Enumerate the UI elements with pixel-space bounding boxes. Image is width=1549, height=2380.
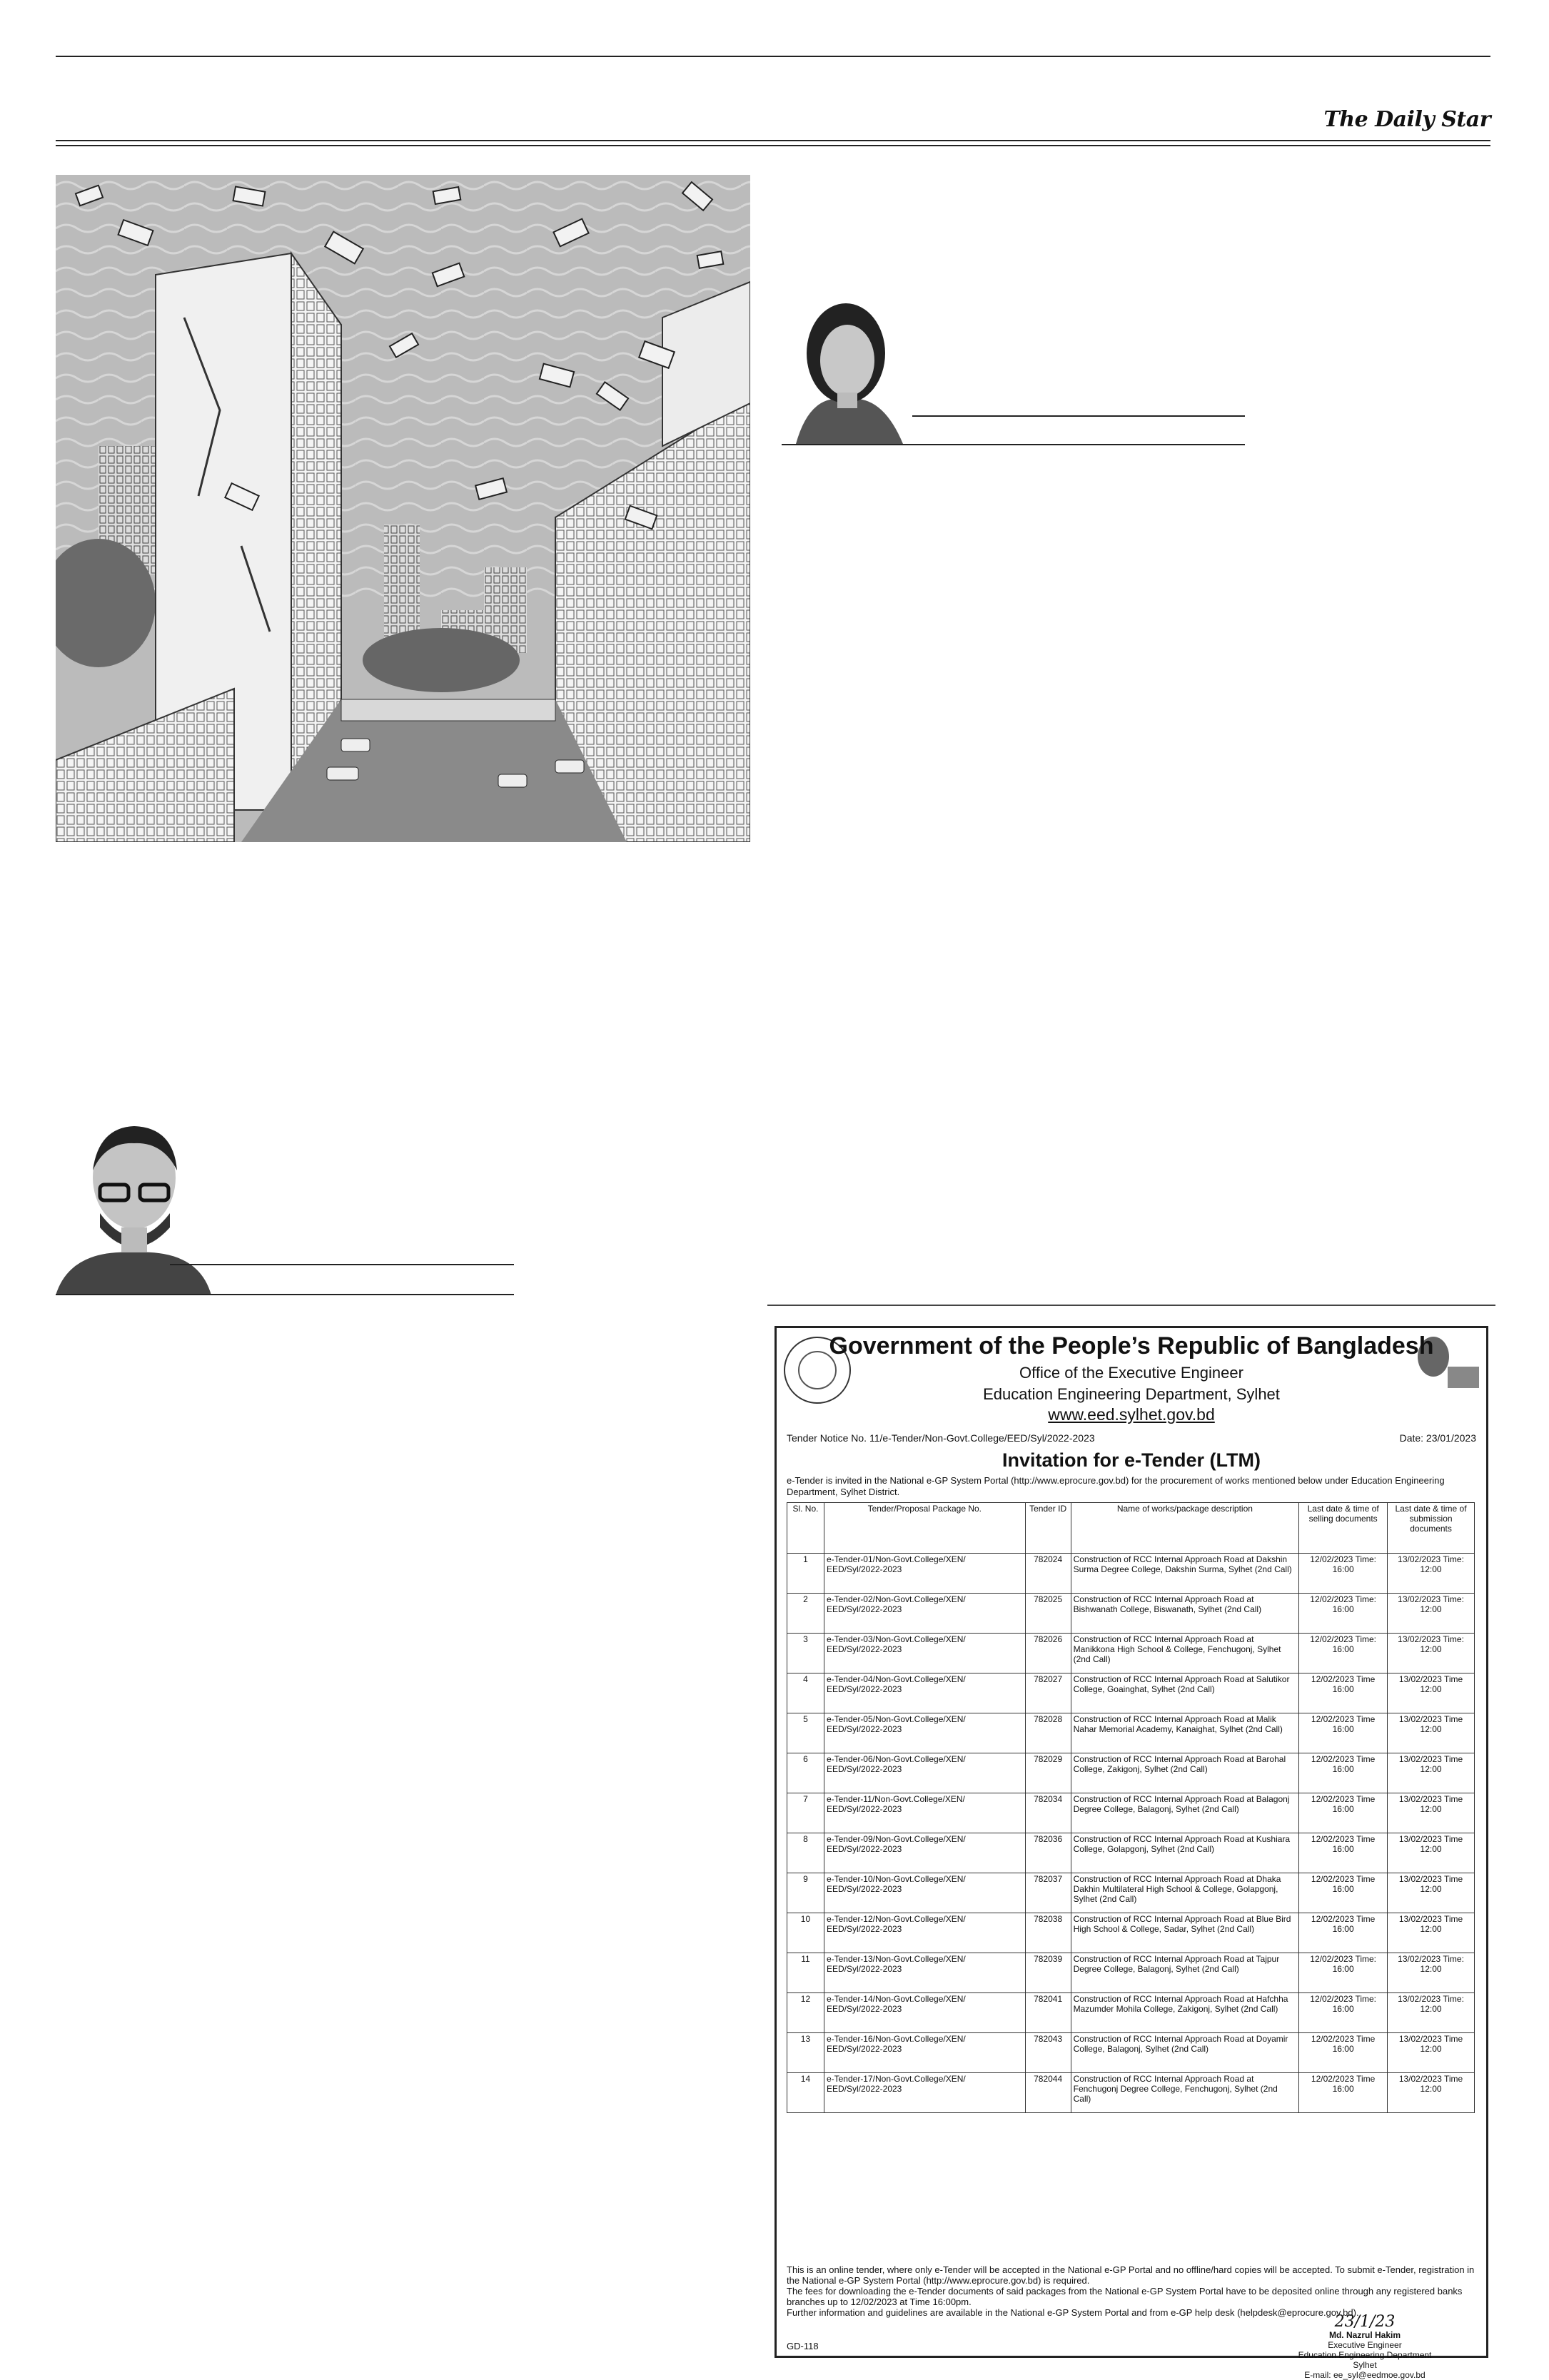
package-number: e-Tender-05/Non-Govt.College/XEN/ EED/Syl/2022-2023 [824, 1713, 1025, 1753]
serial-number: 6 [787, 1753, 824, 1793]
department-name: Education Engineering Department, Sylhet [983, 1385, 1280, 1403]
tender-id: 782036 [1025, 1833, 1071, 1873]
tender-heading: Invitation for e-Tender (LTM) [1002, 1449, 1261, 1471]
serial-number: 12 [787, 1993, 824, 2033]
selling-deadline: 12/02/2023 Time 16:00 [1299, 2033, 1388, 2073]
submission-deadline: 13/02/2023 Time: 12:00 [1388, 1594, 1475, 1634]
footer-line-3: Further information and guidelines are available in the National e-GP System Portal and from e-GP help desk (helpdesk@eprocure.gov.bd). [787, 2307, 1359, 2318]
work-description: Construction of RCC Internal Approach Road at Tajpur Degree College, Balagonj, Sylhet (2nd Call) [1071, 1953, 1299, 1993]
author-photo-1 [782, 285, 910, 444]
tender-advertisement [767, 1305, 1495, 2380]
tender-table [787, 1502, 1475, 2113]
selling-deadline: 12/02/2023 Time: 16:00 [1299, 1554, 1388, 1594]
serial-number: 1 [787, 1554, 824, 1594]
table-row [787, 1993, 1475, 2033]
serial-number: 8 [787, 1833, 824, 1873]
header-rule-2 [56, 145, 1490, 146]
table-row [787, 1554, 1475, 1594]
work-description: Construction of RCC Internal Approach Road at Barohal College, Zakigonj, Sylhet (2nd Call) [1071, 1753, 1299, 1793]
government-title: Government of the People’s Republic of Bangladesh [829, 1332, 1434, 1359]
serial-number: 11 [787, 1953, 824, 1993]
package-number: e-Tender-10/Non-Govt.College/XEN/ EED/Syl/2022-2023 [824, 1873, 1025, 1913]
tender-id: 782027 [1025, 1673, 1071, 1713]
selling-deadline: 12/02/2023 Time 16:00 [1299, 1673, 1388, 1713]
table-row [787, 1594, 1475, 1634]
package-number: e-Tender-09/Non-Govt.College/XEN/ EED/Syl/2022-2023 [824, 1833, 1025, 1873]
selling-deadline: 12/02/2023 Time 16:00 [1299, 1793, 1388, 1833]
author-photo-2 [56, 1113, 211, 1295]
city-money-illustration [56, 175, 750, 842]
submission-deadline: 13/02/2023 Time: 12:00 [1388, 1554, 1475, 1594]
notice-number: Tender Notice No. 11/e-Tender/Non-Govt.College/EED/Syl/2022-2023 [787, 1432, 1095, 1444]
selling-deadline: 12/02/2023 Time 16:00 [1299, 1913, 1388, 1953]
selling-deadline: 12/02/2023 Time: 16:00 [1299, 1594, 1388, 1634]
tender-id: 782029 [1025, 1753, 1071, 1793]
footer-line-1: This is an online tender, where only e-Tender will be accepted in the National e-GP Portal and no offline/hard copies will be accepted. To submit e-Tender, registration in the National e-GP System Portal (http://www.eprocure.gov.bd) is required. [787, 2264, 1475, 2286]
work-description: Construction of RCC Internal Approach Road at Doyamir College, Balagonj, Sylhet (2nd Call) [1071, 2033, 1299, 2073]
submission-deadline: 13/02/2023 Time: 12:00 [1388, 1953, 1475, 1993]
submission-deadline: 13/02/2023 Time 12:00 [1388, 1913, 1475, 1953]
tender-id: 782044 [1025, 2073, 1071, 2113]
serial-number: 9 [787, 1873, 824, 1913]
table-row [787, 2033, 1475, 2073]
submission-deadline: 13/02/2023 Time 12:00 [1388, 2033, 1475, 2073]
signer-email: E-mail: ee_syl@eedmoe.gov.bd [1304, 2370, 1426, 2380]
signature-mark: 23/1/23 [1334, 2313, 1396, 2331]
selling-deadline: 12/02/2023 Time: 16:00 [1299, 1993, 1388, 2033]
package-number: e-Tender-06/Non-Govt.College/XEN/ EED/Syl/2022-2023 [824, 1753, 1025, 1793]
package-number: e-Tender-17/Non-Govt.College/XEN/ EED/Syl/2022-2023 [824, 2073, 1025, 2113]
serial-number: 10 [787, 1913, 824, 1953]
serial-number: 5 [787, 1713, 824, 1753]
submission-deadline: 13/02/2023 Time: 12:00 [1388, 1993, 1475, 2033]
package-number: e-Tender-14/Non-Govt.College/XEN/ EED/Syl/2022-2023 [824, 1993, 1025, 2033]
table-row [787, 1873, 1475, 1913]
column-header: Tender/Proposal Package No. [824, 1503, 1025, 1554]
tender-id: 782038 [1025, 1913, 1071, 1953]
work-description: Construction of RCC Internal Approach Road at Balagonj Degree College, Balagonj, Sylhet (2nd Call) [1071, 1793, 1299, 1833]
table-row [787, 1634, 1475, 1673]
submission-deadline: 13/02/2023 Time 12:00 [1388, 1873, 1475, 1913]
package-number: e-Tender-03/Non-Govt.College/XEN/ EED/Syl/2022-2023 [824, 1634, 1025, 1673]
tender-id: 782028 [1025, 1713, 1071, 1753]
submission-deadline: 13/02/2023 Time 12:00 [1388, 1673, 1475, 1713]
column-header: Last date & time of selling documents [1299, 1503, 1388, 1554]
work-description: Construction of RCC Internal Approach Road at Manikkona High School & College, Fenchugonj, Sylhet (2nd Call) [1071, 1634, 1299, 1673]
author-2-rule-bottom [56, 1294, 514, 1295]
masthead-logo: The Daily Star [1323, 107, 1490, 132]
table-row [787, 1953, 1475, 1993]
package-number: e-Tender-01/Non-Govt.College/XEN/ EED/Syl/2022-2023 [824, 1554, 1025, 1594]
submission-deadline: 13/02/2023 Time 12:00 [1388, 1833, 1475, 1873]
submission-deadline: 13/02/2023 Time: 12:00 [1388, 1634, 1475, 1673]
work-description: Construction of RCC Internal Approach Road at Bishwanath College, Biswanath, Sylhet (2nd Call) [1071, 1594, 1299, 1634]
submission-deadline: 13/02/2023 Time 12:00 [1388, 1713, 1475, 1753]
serial-number: 14 [787, 2073, 824, 2113]
author-1-rule-top [912, 415, 1245, 417]
package-number: e-Tender-11/Non-Govt.College/XEN/ EED/Syl/2022-2023 [824, 1793, 1025, 1833]
serial-number: 3 [787, 1634, 824, 1673]
tender-intro: e-Tender is invited in the National e-GP System Portal (http://www.eprocure.gov.bd) for the procurement of works mentioned below under Education Engineering Department, Sylhet District. [787, 1475, 1445, 1497]
work-description: Construction of RCC Internal Approach Road at Dakshin Surma Degree College, Dakshin Surma, Sylhet (2nd Call) [1071, 1554, 1299, 1594]
selling-deadline: 12/02/2023 Time 16:00 [1299, 1753, 1388, 1793]
serial-number: 13 [787, 2033, 824, 2073]
tender-id: 782026 [1025, 1634, 1071, 1673]
package-number: e-Tender-02/Non-Govt.College/XEN/ EED/Syl/2022-2023 [824, 1594, 1025, 1634]
selling-deadline: 12/02/2023 Time 16:00 [1299, 1873, 1388, 1913]
signature-block [1272, 2314, 1458, 2380]
submission-deadline: 13/02/2023 Time 12:00 [1388, 1753, 1475, 1793]
column-header: Tender ID [1025, 1503, 1071, 1554]
author-2-rule-top [170, 1264, 514, 1265]
signer-title: Executive Engineer [1328, 2340, 1402, 2350]
gd-code: GD-118 [787, 2341, 819, 2351]
tender-id: 782041 [1025, 1993, 1071, 2033]
signer-place: Sylhet [1353, 2360, 1377, 2370]
table-row [787, 1753, 1475, 1793]
work-description: Construction of RCC Internal Approach Road at Blue Bird High School & College, Sadar, Sylhet (2nd Call) [1071, 1913, 1299, 1953]
package-number: e-Tender-12/Non-Govt.College/XEN/ EED/Syl/2022-2023 [824, 1913, 1025, 1953]
tender-id: 782024 [1025, 1554, 1071, 1594]
submission-deadline: 13/02/2023 Time 12:00 [1388, 2073, 1475, 2113]
package-number: e-Tender-13/Non-Govt.College/XEN/ EED/Syl/2022-2023 [824, 1953, 1025, 1993]
work-description: Construction of RCC Internal Approach Road at Kushiara College, Golapgonj, Sylhet (2nd Call) [1071, 1833, 1299, 1873]
serial-number: 2 [787, 1594, 824, 1634]
column-header: Last date & time of submission documents [1388, 1503, 1475, 1554]
table-row [787, 2073, 1475, 2113]
selling-deadline: 12/02/2023 Time 16:00 [1299, 1713, 1388, 1753]
work-description: Construction of RCC Internal Approach Road at Dhaka Dakhin Multilateral High School & College, Golapgonj, Sylhet (2nd Call) [1071, 1873, 1299, 1913]
work-description: Construction of RCC Internal Approach Road at Malik Nahar Memorial Academy, Kanaighat, Sylhet (2nd Call) [1071, 1713, 1299, 1753]
selling-deadline: 12/02/2023 Time: 16:00 [1299, 1953, 1388, 1993]
work-description: Construction of RCC Internal Approach Road at Salutikor College, Goainghat, Sylhet (2nd Call) [1071, 1673, 1299, 1713]
tender-id: 782037 [1025, 1873, 1071, 1913]
footer-line-2: The fees for downloading the e-Tender documents of said packages from the National e-GP System Portal have to be deposited online through any registered banks branches up to 12/02/2023 at Time 16:00pm. [787, 2286, 1463, 2307]
selling-deadline: 12/02/2023 Time 16:00 [1299, 1833, 1388, 1873]
signer-department: Education Engineering Department [1298, 2350, 1432, 2360]
table-header-row [787, 1503, 1475, 1554]
selling-deadline: 12/02/2023 Time: 16:00 [1299, 1634, 1388, 1673]
table-row [787, 1673, 1475, 1713]
serial-number: 7 [787, 1793, 824, 1833]
tender-id: 782025 [1025, 1594, 1071, 1634]
column-header: Sl. No. [787, 1503, 824, 1554]
table-row [787, 1833, 1475, 1873]
table-row [787, 1793, 1475, 1833]
office-name: Office of the Executive Engineer [1019, 1364, 1243, 1382]
column-header: Name of works/package description [1071, 1503, 1299, 1554]
submission-deadline: 13/02/2023 Time 12:00 [1388, 1793, 1475, 1833]
work-description: Construction of RCC Internal Approach Road at Fenchugonj Degree College, Fenchugonj, Sylhet (2nd Call) [1071, 2073, 1299, 2113]
top-rule [56, 56, 1490, 57]
serial-number: 4 [787, 1673, 824, 1713]
selling-deadline: 12/02/2023 Time 16:00 [1299, 2073, 1388, 2113]
table-row [787, 1713, 1475, 1753]
package-number: e-Tender-04/Non-Govt.College/XEN/ EED/Syl/2022-2023 [824, 1673, 1025, 1713]
tender-footer [787, 2264, 1476, 2318]
table-row [787, 1913, 1475, 1953]
tender-id: 782043 [1025, 2033, 1071, 2073]
signer-name: Md. Nazrul Hakim [1328, 2330, 1401, 2340]
package-number: e-Tender-16/Non-Govt.College/XEN/ EED/Syl/2022-2023 [824, 2033, 1025, 2073]
author-1-rule-bottom [782, 444, 1245, 445]
notice-date: Date: 23/01/2023 [1399, 1432, 1476, 1444]
tender-id: 782034 [1025, 1793, 1071, 1833]
work-description: Construction of RCC Internal Approach Road at Hafchha Mazumder Mohila College, Zakigonj, Sylhet (2nd Call) [1071, 1993, 1299, 2033]
tender-notice-box [774, 1326, 1488, 2380]
website-link[interactable]: www.eed.sylhet.gov.bd [1048, 1405, 1215, 1424]
header-rule-1 [56, 140, 1490, 141]
tender-id: 782039 [1025, 1953, 1071, 1993]
